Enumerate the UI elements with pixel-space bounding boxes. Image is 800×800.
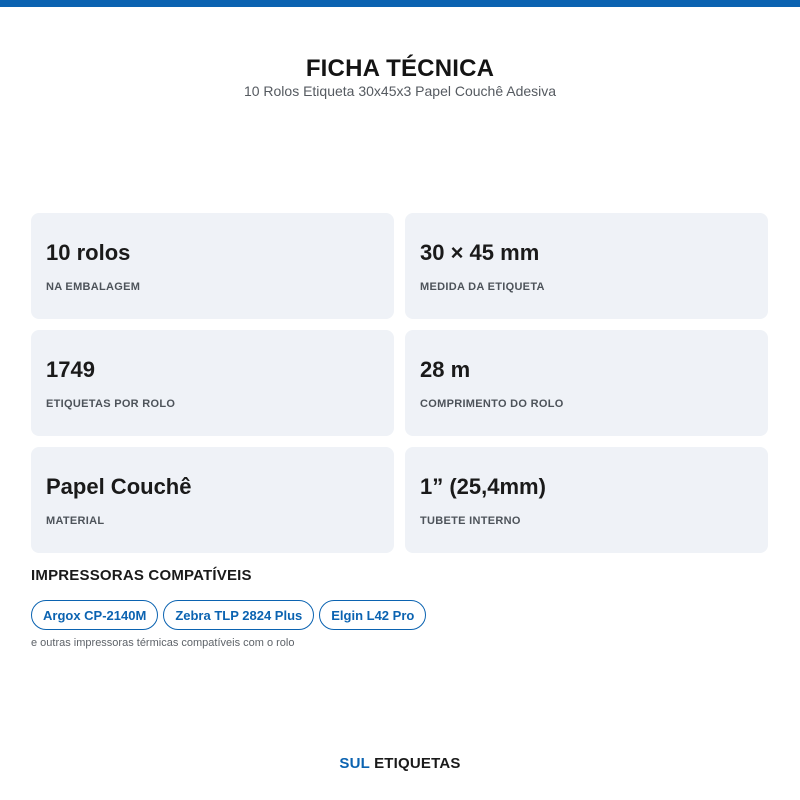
- spec-label: COMPRIMENTO DO ROLO: [420, 398, 564, 410]
- spec-label: TUBETE INTERNO: [420, 515, 521, 527]
- spec-value: 30 × 45 mm: [420, 240, 540, 265]
- page-subtitle: 10 Rolos Etiqueta 30x45x3 Papel Couchê Adesiva: [243, 83, 557, 99]
- spec-label: NA EMBALAGEM: [46, 281, 141, 293]
- spec-value: Papel Couchê: [46, 474, 192, 499]
- spec-card-labels-per-roll: [31, 330, 394, 436]
- printer-chip-list: [31, 600, 426, 630]
- spec-value: 28 m: [420, 357, 471, 382]
- compatibility-note: e outras impressoras térmicas compatíveis com o rolo: [31, 637, 295, 649]
- spec-value: 10 rolos: [46, 240, 131, 265]
- footer-brand: [0, 755, 800, 772]
- spec-card-roll-length: [405, 330, 768, 436]
- printer-chip-zebra[interactable]: Zebra TLP 2824 Plus: [163, 600, 314, 630]
- page-title: FICHA TÉCNICA: [305, 55, 495, 82]
- compatible-printers-heading: IMPRESSORAS COMPATÍVEIS: [31, 567, 252, 584]
- brand-rest-text: ETIQUETAS: [374, 755, 461, 772]
- spec-card-inner-core: [405, 447, 768, 553]
- top-accent-bar: [0, 0, 800, 7]
- spec-label: MATERIAL: [46, 515, 105, 527]
- spec-label: ETIQUETAS POR ROLO: [46, 398, 176, 410]
- spec-label: MEDIDA DA ETIQUETA: [420, 281, 545, 293]
- brand-accent-text: SUL: [339, 755, 370, 772]
- spec-value: 1749: [46, 357, 95, 382]
- spec-value: 1” (25,4mm): [420, 474, 546, 499]
- spec-card-package: [31, 213, 394, 319]
- printer-chip-elgin[interactable]: Elgin L42 Pro: [319, 600, 426, 630]
- printer-chip-argox[interactable]: Argox CP-2140M: [31, 600, 158, 630]
- spec-card-label-size: [405, 213, 768, 319]
- spec-card-material: [31, 447, 394, 553]
